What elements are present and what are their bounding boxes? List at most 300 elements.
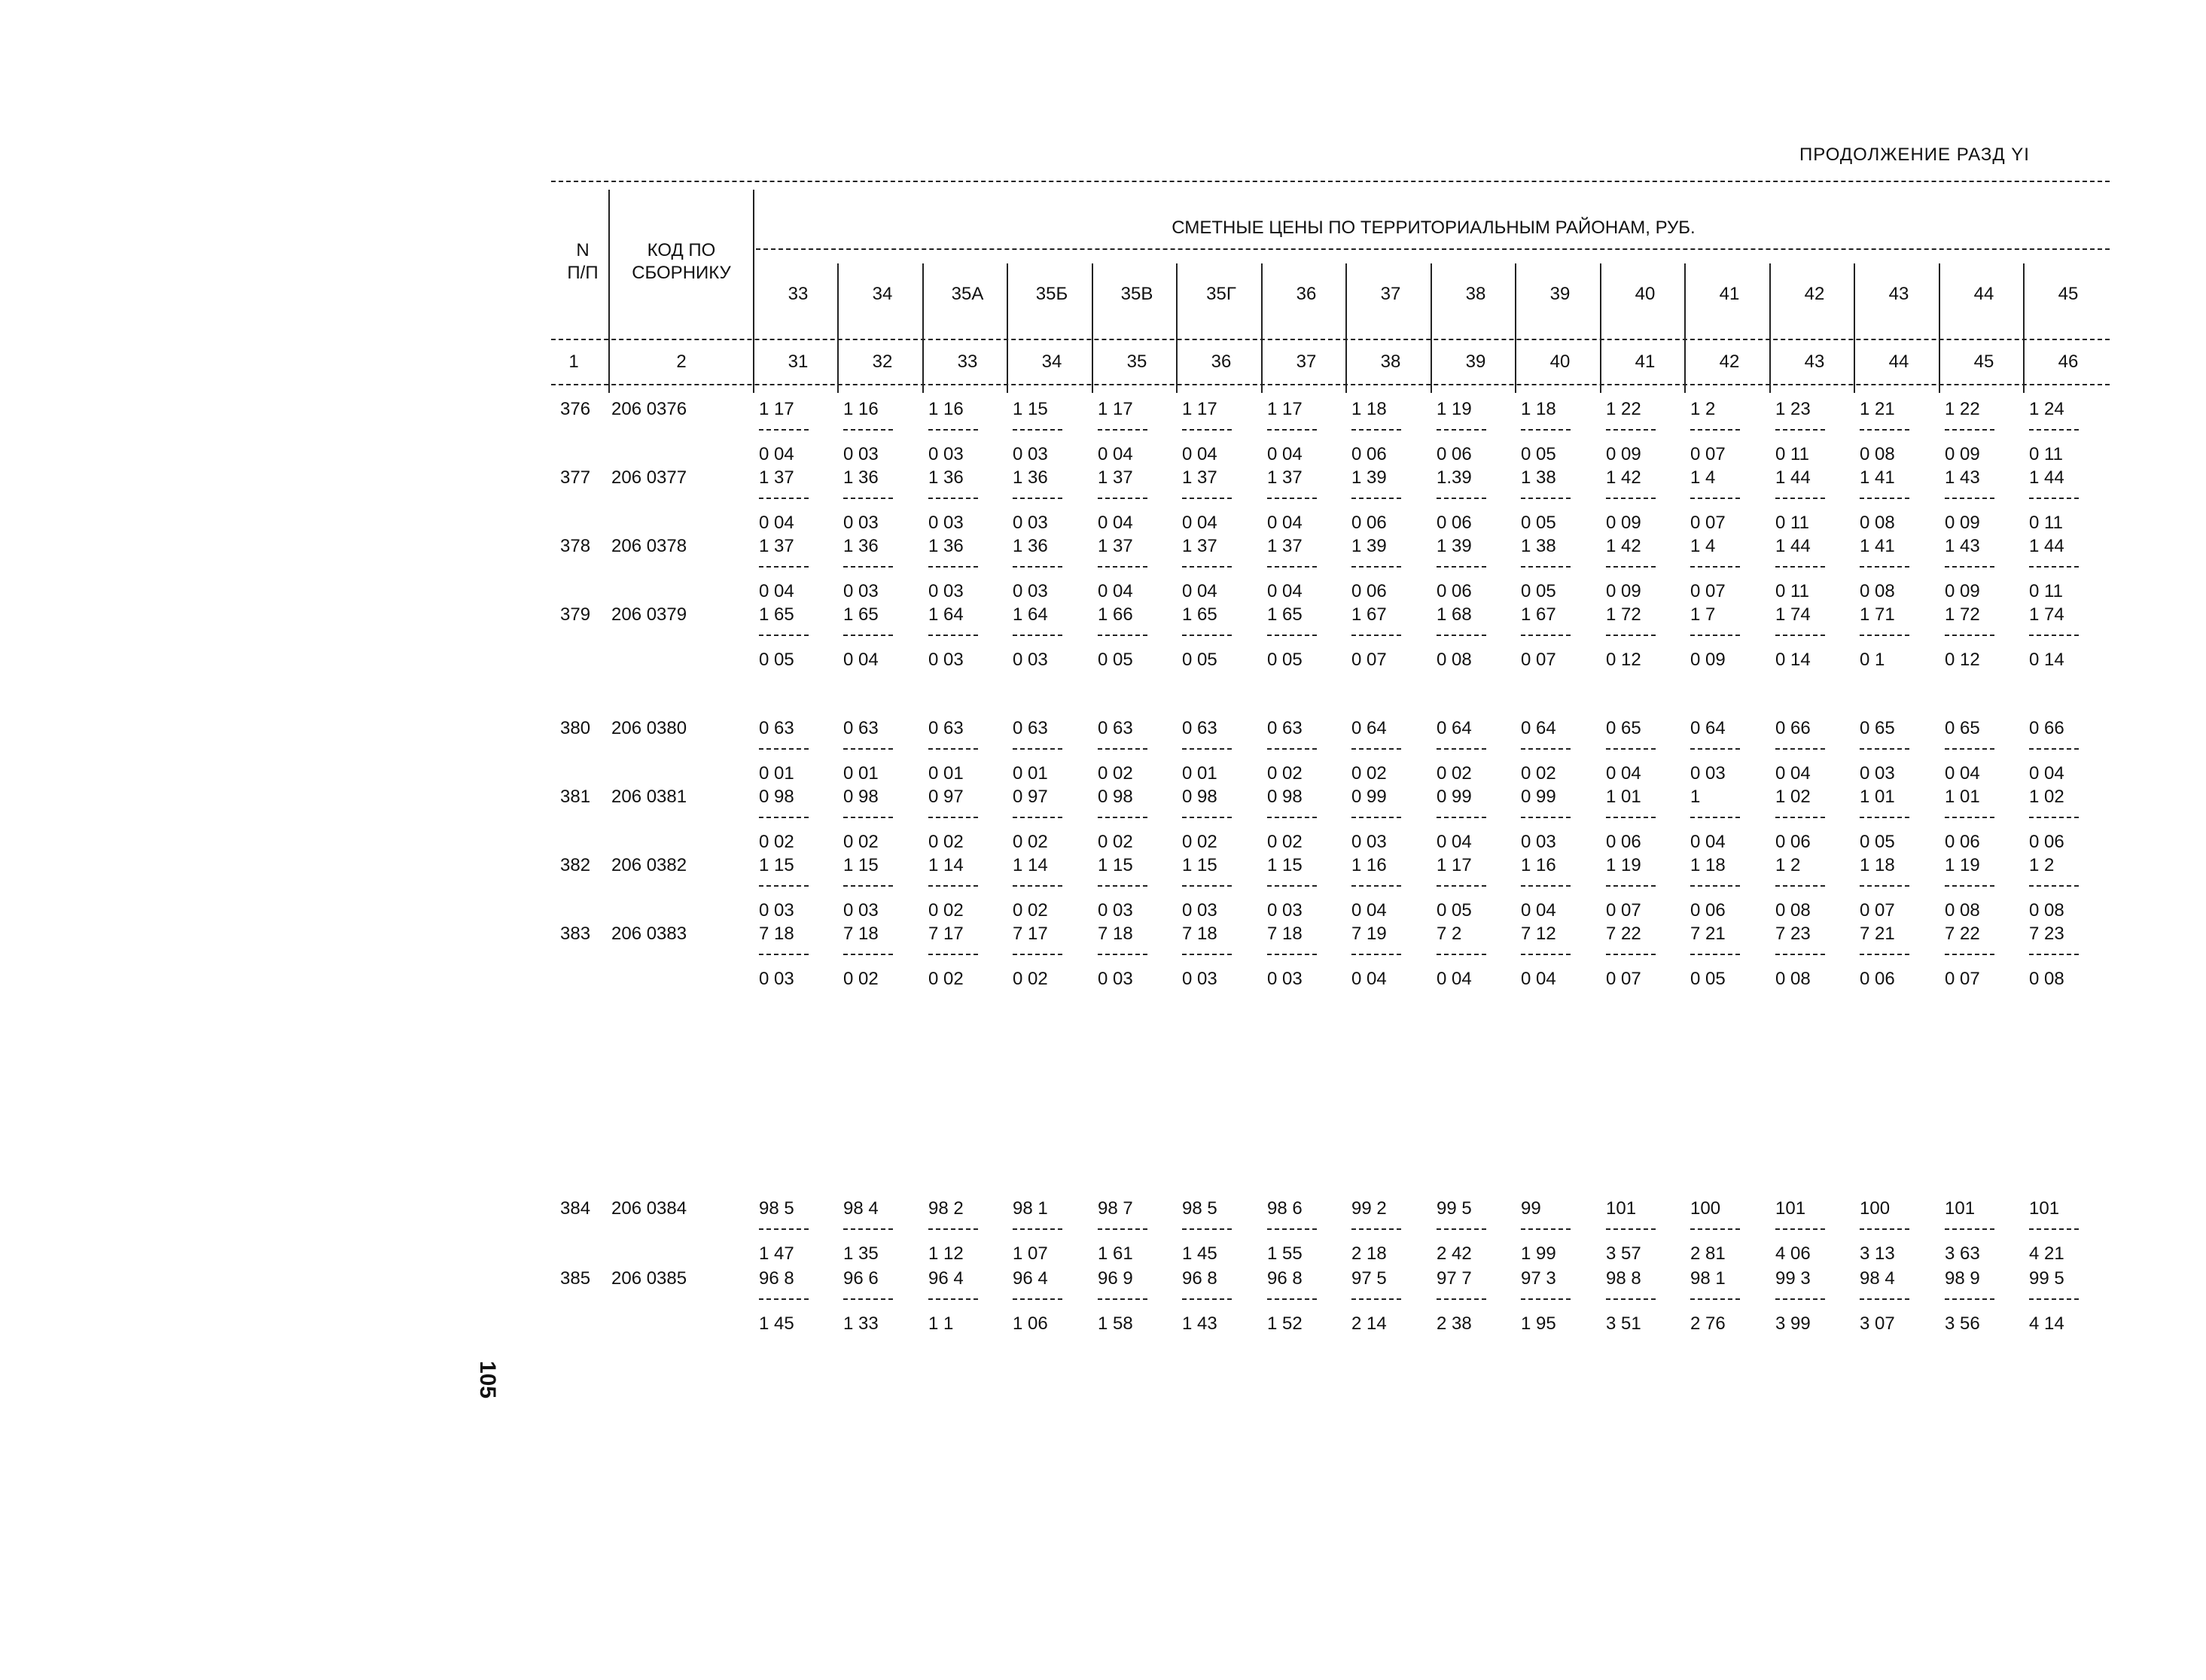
price-subvalue: 0 08 <box>1775 969 1811 989</box>
price-value: 1 44 <box>1775 536 1811 556</box>
price-value: 101 <box>1775 1198 1806 1219</box>
fraction-line <box>1182 498 1232 499</box>
fraction-line <box>1521 1298 1571 1300</box>
fraction-line <box>1267 885 1317 887</box>
price-subvalue: 0 04 <box>759 444 794 464</box>
price-subvalue: 0 04 <box>1098 513 1133 533</box>
price-value: 1 65 <box>1182 604 1217 625</box>
price-subvalue: 0 04 <box>1267 513 1303 533</box>
price-subvalue: 0 07 <box>1351 650 1387 670</box>
fraction-line <box>1860 498 1909 499</box>
district-header: 43 <box>1888 284 1909 304</box>
price-value: 1 21 <box>1860 399 1895 419</box>
fraction-line <box>1182 885 1232 887</box>
price-subvalue: 1 45 <box>1182 1243 1217 1264</box>
district-header: 36 <box>1296 284 1317 304</box>
fraction-line <box>1351 954 1401 955</box>
price-subvalue: 0 06 <box>1351 581 1387 601</box>
price-subvalue: 0 03 <box>1267 969 1303 989</box>
price-subvalue: 0 03 <box>1690 763 1726 784</box>
price-subvalue: 1 99 <box>1521 1243 1556 1264</box>
price-value: 1 2 <box>2029 855 2055 875</box>
fraction-line <box>1860 429 1909 431</box>
fraction-line <box>1860 748 1909 750</box>
price-subvalue: 0 04 <box>1690 832 1726 852</box>
price-subvalue: 0 04 <box>1437 832 1472 852</box>
price-subvalue: 0 06 <box>1351 444 1387 464</box>
price-subvalue: 0 05 <box>1182 650 1217 670</box>
price-value: 1 74 <box>1775 604 1811 625</box>
price-value: 1 36 <box>1013 467 1048 488</box>
price-subvalue: 0 02 <box>1267 832 1303 852</box>
fraction-line <box>928 817 978 818</box>
fraction-line <box>759 566 809 568</box>
district-header: 35В <box>1120 284 1153 304</box>
fraction-line <box>1775 429 1825 431</box>
fraction-line <box>1606 635 1656 636</box>
price-value: 1 72 <box>1606 604 1641 625</box>
price-subvalue: 0 06 <box>1606 832 1641 852</box>
price-subvalue: 0 11 <box>1775 513 1809 533</box>
price-value: 1 66 <box>1098 604 1133 625</box>
price-subvalue: 4 06 <box>1775 1243 1811 1264</box>
price-value: 98 5 <box>759 1198 794 1219</box>
price-value: 0 97 <box>928 787 964 807</box>
price-value: 1 36 <box>843 467 879 488</box>
fraction-line <box>843 954 893 955</box>
price-value: 7 22 <box>1945 924 1980 944</box>
price-value: 1 65 <box>1267 604 1303 625</box>
price-value: 0 63 <box>928 718 964 738</box>
price-subvalue: 0 02 <box>1437 763 1472 784</box>
price-value: 1 43 <box>1945 536 1980 556</box>
row-number: 377 <box>560 467 591 488</box>
row-number: 380 <box>560 718 591 738</box>
price-subvalue: 0 02 <box>1351 763 1387 784</box>
fraction-line <box>843 429 893 431</box>
price-subvalue: 0 06 <box>1351 513 1387 533</box>
price-subvalue: 0 03 <box>1013 444 1048 464</box>
price-value: 1 18 <box>1351 399 1387 419</box>
price-value: 1 24 <box>2029 399 2064 419</box>
fraction-line <box>1013 429 1062 431</box>
price-subvalue: 2 38 <box>1437 1313 1472 1334</box>
price-subvalue: 4 21 <box>2029 1243 2064 1264</box>
fraction-line <box>1860 1228 1909 1230</box>
price-value: 101 <box>2029 1198 2060 1219</box>
price-subvalue: 0 02 <box>928 969 964 989</box>
price-subvalue: 0 04 <box>759 513 794 533</box>
fraction-line <box>1521 566 1571 568</box>
price-subvalue: 1 1 <box>928 1313 954 1334</box>
price-value: 98 5 <box>1182 1198 1217 1219</box>
fraction-line <box>1437 1298 1486 1300</box>
price-value: 96 8 <box>1267 1268 1303 1289</box>
price-subvalue: 0 03 <box>928 581 964 601</box>
fraction-line <box>928 429 978 431</box>
price-value: 0 63 <box>843 718 879 738</box>
fraction-line <box>1182 748 1232 750</box>
price-value: 7 18 <box>759 924 794 944</box>
price-value: 1 22 <box>1945 399 1980 419</box>
price-subvalue: 2 42 <box>1437 1243 1472 1264</box>
price-value: 1 37 <box>1182 536 1217 556</box>
fraction-line <box>1013 566 1062 568</box>
fraction-line <box>1098 498 1147 499</box>
price-value: 1 44 <box>2029 536 2064 556</box>
fraction-line <box>1860 885 1909 887</box>
column-divider <box>753 190 754 393</box>
price-value: 0 99 <box>1521 787 1556 807</box>
price-subvalue: 0 04 <box>1182 513 1217 533</box>
fraction-line <box>1182 1298 1232 1300</box>
price-subvalue: 0 12 <box>1606 650 1641 670</box>
price-subvalue: 0 03 <box>1098 900 1133 921</box>
fraction-line <box>2029 748 2079 750</box>
fraction-line <box>1098 885 1147 887</box>
price-value: 1 36 <box>1013 536 1048 556</box>
price-value: 101 <box>1606 1198 1637 1219</box>
price-subvalue: 0 03 <box>1013 513 1048 533</box>
price-value: 1 65 <box>759 604 794 625</box>
fraction-line <box>1690 635 1740 636</box>
price-value: 96 4 <box>1013 1268 1048 1289</box>
price-subvalue: 0 02 <box>1013 832 1048 852</box>
price-subvalue: 0 03 <box>1182 969 1217 989</box>
fraction-line <box>1521 1228 1571 1230</box>
price-value: 1 37 <box>759 536 794 556</box>
price-value: 1 23 <box>1775 399 1811 419</box>
fraction-line <box>1437 817 1486 818</box>
price-subvalue: 0 02 <box>843 969 879 989</box>
price-subvalue: 0 06 <box>1437 444 1472 464</box>
price-subvalue: 0 09 <box>1690 650 1726 670</box>
fraction-line <box>1182 635 1232 636</box>
fraction-line <box>928 1228 978 1230</box>
fraction-line <box>1690 748 1740 750</box>
row-code: 206 0380 <box>611 718 687 738</box>
price-subvalue: 4 14 <box>2029 1313 2064 1334</box>
column-number: 45 <box>1973 352 1994 372</box>
price-subvalue: 0 08 <box>2029 969 2064 989</box>
price-subvalue: 0 03 <box>759 900 794 921</box>
header-code-2: СБОРНИКУ <box>632 263 731 283</box>
fraction-line <box>1267 1228 1317 1230</box>
fraction-line <box>843 1298 893 1300</box>
price-subvalue: 1 43 <box>1182 1313 1217 1334</box>
price-subvalue: 0 06 <box>1437 513 1472 533</box>
fraction-line <box>1267 635 1317 636</box>
column-number: 2 <box>676 352 687 372</box>
fraction-line <box>1606 1228 1656 1230</box>
price-value: 100 <box>1860 1198 1891 1219</box>
price-value: 1 4 <box>1690 536 1716 556</box>
fraction-line <box>1182 566 1232 568</box>
fraction-line <box>1521 817 1571 818</box>
price-value: 1 17 <box>1437 855 1472 875</box>
fraction-line <box>1606 817 1656 818</box>
fraction-line <box>1437 566 1486 568</box>
price-value: 1 39 <box>1351 536 1387 556</box>
price-value: 0 64 <box>1351 718 1387 738</box>
price-value: 98 6 <box>1267 1198 1303 1219</box>
price-subvalue: 0 09 <box>1945 581 1980 601</box>
fraction-line <box>759 885 809 887</box>
price-value: 97 5 <box>1351 1268 1387 1289</box>
fraction-line <box>1267 954 1317 955</box>
price-subvalue: 0 03 <box>843 581 879 601</box>
price-value: 7 18 <box>1098 924 1133 944</box>
fraction-line <box>928 566 978 568</box>
price-subvalue: 0 03 <box>1098 969 1133 989</box>
fraction-line <box>1606 885 1656 887</box>
price-subvalue: 0 02 <box>1521 763 1556 784</box>
price-value: 96 4 <box>928 1268 964 1289</box>
fraction-line <box>1098 566 1147 568</box>
column-number: 34 <box>1041 352 1062 372</box>
price-value: 0 99 <box>1437 787 1472 807</box>
price-subvalue: 0 06 <box>1775 832 1811 852</box>
price-value: 1 74 <box>2029 604 2064 625</box>
price-value: 1 22 <box>1606 399 1641 419</box>
price-subvalue: 0 02 <box>1098 763 1133 784</box>
price-value: 0 65 <box>1606 718 1641 738</box>
district-header: 41 <box>1719 284 1740 304</box>
price-subvalue: 0 04 <box>2029 763 2064 784</box>
fraction-line <box>2029 1228 2079 1230</box>
price-value: 0 66 <box>1775 718 1811 738</box>
column-number: 46 <box>2058 352 2079 372</box>
price-value: 7 21 <box>1860 924 1895 944</box>
fraction-line <box>1098 954 1147 955</box>
price-subvalue: 0 04 <box>843 650 879 670</box>
price-value: 98 8 <box>1606 1268 1641 1289</box>
price-subvalue: 0 01 <box>843 763 879 784</box>
price-value: 0 63 <box>1182 718 1217 738</box>
fraction-line <box>2029 429 2079 431</box>
district-header: 45 <box>2058 284 2079 304</box>
price-subvalue: 3 51 <box>1606 1313 1641 1334</box>
fraction-line <box>1521 954 1571 955</box>
price-subvalue: 3 13 <box>1860 1243 1895 1264</box>
price-subvalue: 0 04 <box>1437 969 1472 989</box>
price-value: 7 23 <box>2029 924 2064 944</box>
fraction-line <box>1013 817 1062 818</box>
price-value: 1 37 <box>1267 467 1303 488</box>
price-value: 7 18 <box>1267 924 1303 944</box>
fraction-line <box>1267 1298 1317 1300</box>
fraction-line <box>843 635 893 636</box>
fraction-line <box>1182 429 1232 431</box>
price-subvalue: 0 04 <box>1775 763 1811 784</box>
price-value: 98 4 <box>843 1198 879 1219</box>
fraction-line <box>1351 498 1401 499</box>
price-subvalue: 0 03 <box>1521 832 1556 852</box>
fraction-line <box>1775 954 1825 955</box>
price-subvalue: 0 05 <box>1521 513 1556 533</box>
price-subvalue: 2 76 <box>1690 1313 1726 1334</box>
price-value: 98 4 <box>1860 1268 1895 1289</box>
price-value: 97 7 <box>1437 1268 1472 1289</box>
price-subvalue: 0 07 <box>1690 581 1726 601</box>
fraction-line <box>1351 748 1401 750</box>
price-subvalue: 0 05 <box>1098 650 1133 670</box>
price-subvalue: 0 02 <box>843 832 879 852</box>
price-subvalue: 0 05 <box>1521 581 1556 601</box>
price-value: 1 17 <box>1098 399 1133 419</box>
price-subvalue: 0 08 <box>1945 900 1980 921</box>
price-subvalue: 0 09 <box>1945 513 1980 533</box>
price-subvalue: 0 03 <box>843 513 879 533</box>
price-value: 96 8 <box>1182 1268 1217 1289</box>
column-number: 33 <box>957 352 978 372</box>
row-code: 206 0379 <box>611 604 687 625</box>
fraction-line <box>1182 817 1232 818</box>
fraction-line <box>1437 885 1486 887</box>
price-subvalue: 1 95 <box>1521 1313 1556 1334</box>
price-value: 1 37 <box>1098 536 1133 556</box>
fraction-line <box>1775 566 1825 568</box>
price-value: 1 18 <box>1521 399 1556 419</box>
price-subvalue: 0 03 <box>1013 581 1048 601</box>
fraction-line <box>1437 498 1486 499</box>
price-value: 1 2 <box>1690 399 1716 419</box>
fraction-line <box>1437 954 1486 955</box>
fraction-line <box>1437 635 1486 636</box>
price-subvalue: 0 05 <box>1521 444 1556 464</box>
price-value: 96 6 <box>843 1268 879 1289</box>
price-value: 1 18 <box>1860 855 1895 875</box>
price-value: 7 18 <box>843 924 879 944</box>
fraction-line <box>759 817 809 818</box>
district-header: 33 <box>788 284 809 304</box>
price-subvalue: 0 09 <box>1606 444 1641 464</box>
fraction-line <box>2029 1298 2079 1300</box>
price-subvalue: 0 07 <box>1606 969 1641 989</box>
price-value: 99 5 <box>2029 1268 2064 1289</box>
fraction-line <box>2029 885 2079 887</box>
price-value: 1 38 <box>1521 467 1556 488</box>
row-number: 384 <box>560 1198 591 1219</box>
price-value: 1 19 <box>1606 855 1641 875</box>
fraction-line <box>1098 817 1147 818</box>
price-subvalue: 3 63 <box>1945 1243 1980 1264</box>
fraction-line <box>928 748 978 750</box>
price-value: 0 63 <box>1267 718 1303 738</box>
price-subvalue: 0 04 <box>1945 763 1980 784</box>
price-value: 1 01 <box>1606 787 1641 807</box>
price-value: 7 19 <box>1351 924 1387 944</box>
price-value: 7 18 <box>1182 924 1217 944</box>
column-number: 32 <box>872 352 893 372</box>
price-subvalue: 0 05 <box>1860 832 1895 852</box>
district-header: 42 <box>1804 284 1825 304</box>
fraction-line <box>759 1298 809 1300</box>
fraction-line <box>1013 498 1062 499</box>
price-value: 1 37 <box>1182 467 1217 488</box>
fraction-line <box>1606 498 1656 499</box>
price-subvalue: 1 52 <box>1267 1313 1303 1334</box>
price-subvalue: 0 04 <box>1267 444 1303 464</box>
fraction-line <box>1690 954 1740 955</box>
price-subvalue: 0 03 <box>1013 650 1048 670</box>
row-number: 376 <box>560 399 591 419</box>
column-divider <box>608 190 610 393</box>
fraction-line <box>1267 566 1317 568</box>
fraction-line <box>1098 748 1147 750</box>
price-value: 1 17 <box>1267 399 1303 419</box>
price-subvalue: 0 1 <box>1860 650 1885 670</box>
fraction-line <box>1945 566 1994 568</box>
price-subvalue: 2 81 <box>1690 1243 1726 1264</box>
fraction-line <box>1098 635 1147 636</box>
fraction-line <box>1945 1298 1994 1300</box>
price-subvalue: 0 05 <box>1437 900 1472 921</box>
column-number: 35 <box>1126 352 1147 372</box>
column-number: 43 <box>1804 352 1825 372</box>
column-number: 42 <box>1719 352 1740 372</box>
fraction-line <box>1098 429 1147 431</box>
price-subvalue: 0 03 <box>843 444 879 464</box>
price-value: 1 <box>1690 787 1701 807</box>
price-subvalue: 0 06 <box>1945 832 1980 852</box>
fraction-line <box>1351 1298 1401 1300</box>
fraction-line <box>1013 1298 1062 1300</box>
fraction-line <box>1437 1228 1486 1230</box>
price-subvalue: 0 02 <box>928 832 964 852</box>
fraction-line <box>1945 885 1994 887</box>
fraction-line <box>2029 817 2079 818</box>
continuation-label: ПРОДОЛЖЕНИЕ РАЗД YI <box>1799 145 2030 165</box>
price-value: 1 72 <box>1945 604 1980 625</box>
price-subvalue: 0 08 <box>1775 900 1811 921</box>
price-subvalue: 0 07 <box>1690 444 1726 464</box>
price-value: 1 17 <box>1182 399 1217 419</box>
price-subvalue: 0 09 <box>1945 444 1980 464</box>
row-code: 206 0381 <box>611 787 687 807</box>
price-subvalue: 0 04 <box>1521 900 1556 921</box>
price-subvalue: 0 04 <box>1521 969 1556 989</box>
price-value: 7 23 <box>1775 924 1811 944</box>
price-subvalue: 0 12 <box>1945 650 1980 670</box>
fraction-line <box>928 635 978 636</box>
price-value: 97 3 <box>1521 1268 1556 1289</box>
price-value: 1 19 <box>1945 855 1980 875</box>
fraction-line <box>1013 885 1062 887</box>
fraction-line <box>1521 635 1571 636</box>
fraction-line <box>843 498 893 499</box>
price-subvalue: 1 55 <box>1267 1243 1303 1264</box>
fraction-line <box>1013 748 1062 750</box>
price-value: 1 71 <box>1860 604 1895 625</box>
price-value: 1 7 <box>1690 604 1716 625</box>
price-value: 1 38 <box>1521 536 1556 556</box>
price-value: 1 44 <box>1775 467 1811 488</box>
price-value: 1 37 <box>759 467 794 488</box>
district-header: 37 <box>1380 284 1401 304</box>
fraction-line <box>1775 1298 1825 1300</box>
price-value: 1 67 <box>1521 604 1556 625</box>
price-subvalue: 0 11 <box>1775 581 1809 601</box>
price-subvalue: 0 01 <box>759 763 794 784</box>
fraction-line <box>1945 817 1994 818</box>
price-value: 0 63 <box>759 718 794 738</box>
fraction-line <box>1521 748 1571 750</box>
price-subvalue: 0 02 <box>1013 969 1048 989</box>
fraction-line <box>843 817 893 818</box>
price-subvalue: 1 58 <box>1098 1313 1133 1334</box>
fraction-line <box>843 748 893 750</box>
